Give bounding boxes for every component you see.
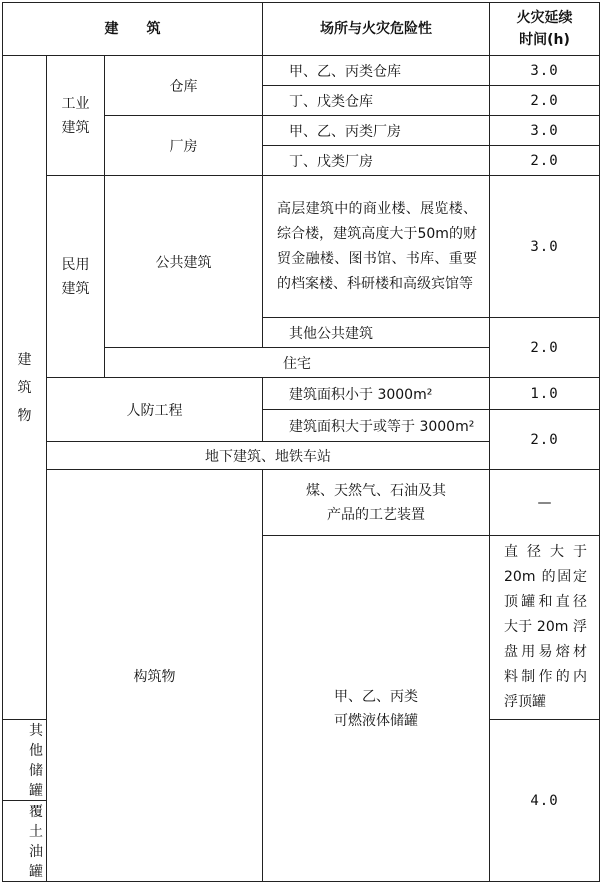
header-building: 建 筑	[3, 3, 263, 56]
public-building-label: 公共建筑	[105, 176, 263, 348]
row-desc: 甲、乙、丙类厂房	[263, 116, 490, 146]
header-duration-line1: 火灾延续	[516, 10, 573, 26]
industrial-label-line1: 工业	[61, 95, 90, 112]
residential-label: 住宅	[105, 348, 490, 378]
buildings-label-char: 建	[17, 351, 32, 368]
header-duration	[490, 3, 600, 56]
public-highrise-desc: 高层建筑中的商业楼、展览楼、综合楼，建筑高度大于50m的财贸金融楼、图书馆、书库、重要的档案楼、科研楼和高级宾馆等	[263, 176, 490, 318]
coal-process-line1: 煤、天然气、石油及其	[306, 482, 446, 499]
tanks-label-line2: 可燃液体储罐	[334, 712, 418, 729]
row-duration: 2.0	[490, 86, 600, 116]
row-desc: 丁、戊类厂房	[263, 146, 490, 176]
civil-defense-label: 人防工程	[47, 378, 263, 442]
civil-defense-row2: 建筑面积大于或等于 3000m²	[263, 410, 490, 442]
fire-duration-table	[2, 2, 600, 882]
row-desc: 丁、戊类仓库	[263, 86, 490, 116]
row-duration: 3.0	[490, 56, 600, 86]
covered-tank-desc: 覆土油罐	[3, 801, 47, 882]
civil-label-line1: 民用	[61, 256, 90, 273]
coal-process-desc: —	[490, 470, 600, 536]
factory-label: 厂房	[105, 116, 263, 176]
underground-label: 地下建筑、地铁车站	[47, 442, 490, 470]
tanks-label-line1: 甲、乙、丙类	[334, 688, 418, 705]
other-public-desc: 其他公共建筑	[263, 318, 490, 348]
civil-label-line2: 建筑	[61, 280, 90, 297]
other-tank-desc: 其他储罐	[3, 720, 47, 801]
civil-defense-row1-duration: 1.0	[490, 378, 600, 410]
structures-label: 构筑物	[47, 470, 263, 882]
public-highrise-duration: 3.0	[490, 176, 600, 318]
civil-defense-row2-duration: 2.0	[490, 410, 600, 470]
civil-label	[47, 176, 105, 378]
coal-process-line2: 产品的工艺装置	[327, 506, 425, 523]
industrial-label	[47, 56, 105, 176]
row-duration: 2.0	[490, 146, 600, 176]
buildings-label-char: 筑	[17, 379, 32, 396]
fixed-roof-tank-desc: 直径大于 20m 的固定顶罐和直径大于 20m 浮盘用易熔材料制作的内浮顶罐	[490, 536, 600, 720]
header-place-risk: 场所与火灾危险性	[263, 3, 490, 56]
row-desc: 甲、乙、丙类仓库	[263, 56, 490, 86]
civil-defense-row1: 建筑面积小于 3000m²	[263, 378, 490, 410]
coal-process-label	[263, 470, 490, 536]
buildings-label-char: 物	[17, 407, 32, 424]
industrial-label-line2: 建筑	[61, 119, 90, 136]
row-duration: 3.0	[490, 116, 600, 146]
tanks-other-duration: 4.0	[490, 720, 600, 882]
buildings-label	[3, 56, 47, 720]
warehouse-label: 仓库	[105, 56, 263, 116]
civil-other-duration: 2.0	[490, 318, 600, 378]
header-duration-line2: 时间(h)	[519, 32, 570, 48]
